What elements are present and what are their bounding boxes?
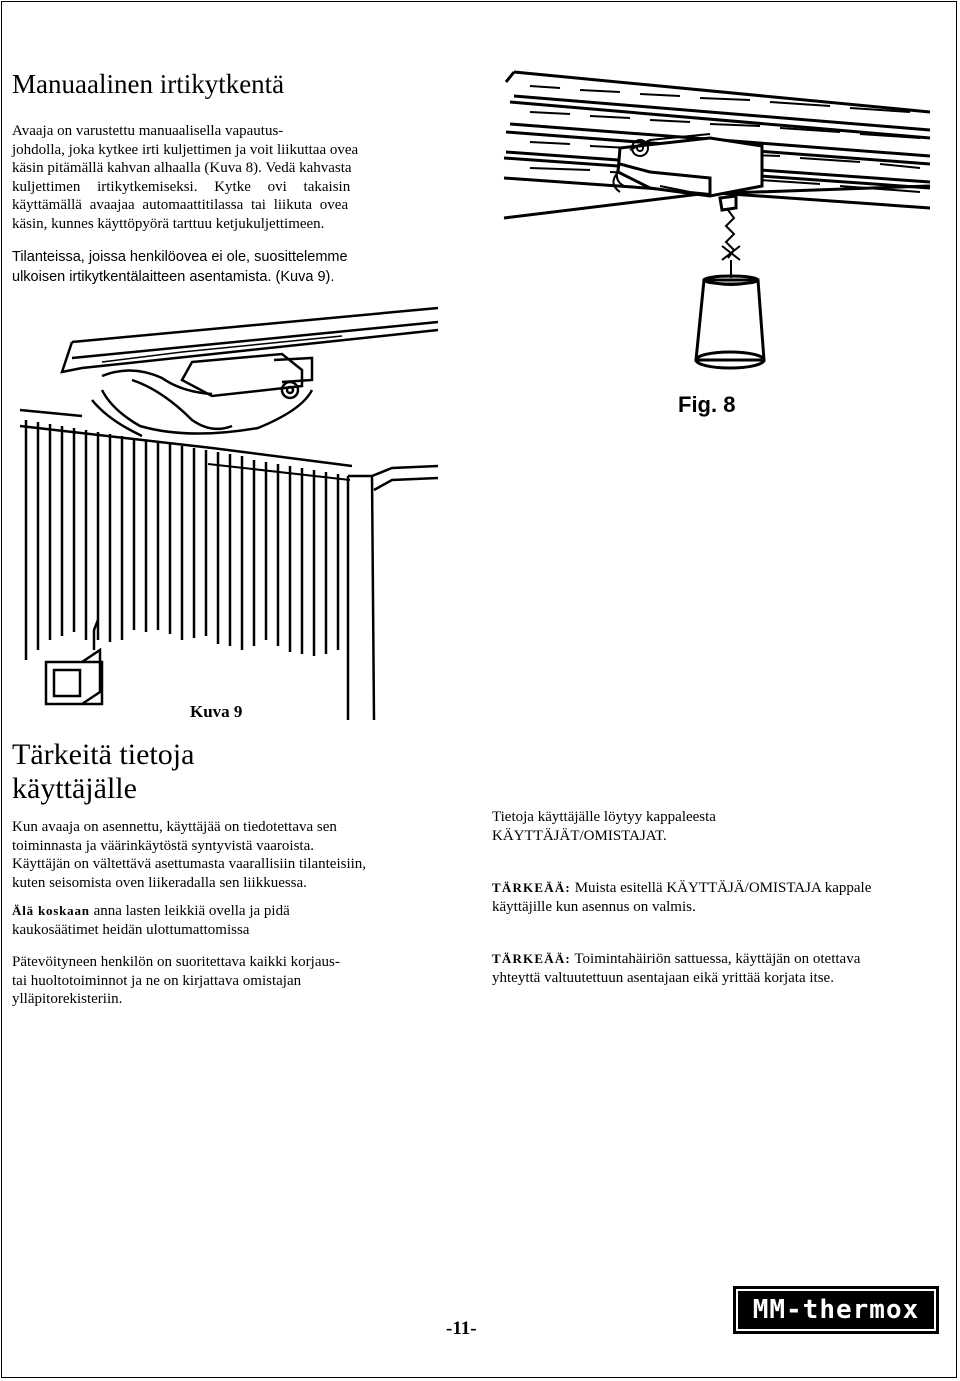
text-line: käsin pitämällä kahvan alhaalla (Kuva 8). Vedä kahvasta	[12, 160, 352, 176]
text-line: ulkoisen irtikytkentälaitteen asentamista. (Kuva 9).	[12, 269, 335, 285]
text-span: Toimintahäiriön sattuessa, käyttäjän on otettava	[570, 951, 861, 967]
text-line: käyttäjille kun asennus on valmis.	[492, 898, 696, 915]
text-line: Tärkeitä tietoja	[12, 738, 195, 771]
warning-line	[12, 902, 424, 921]
text-line: käyttämällä avaajaa automaattitilassa tai liikuta ovea	[12, 197, 349, 213]
text-line: kuten seisomista oven liikeradalla sen liikkuessa.	[12, 874, 307, 891]
text-line: tai huoltotoiminnot ja ne on kirjattava omistajan	[12, 972, 302, 989]
text-line: Käyttäjän on vältettävä asettumasta vaarallisiin tilanteisiin,	[12, 856, 367, 872]
user-info-right-column	[492, 808, 942, 987]
important-line	[492, 879, 942, 898]
warning-prefix: Älä koskaan	[12, 903, 90, 918]
text-line: Pätevöityneen henkilön on suoritettava kaikki korjaus-	[12, 954, 340, 970]
important-label: TÄRKEÄÄ:	[492, 880, 571, 895]
external-release-paragraph	[12, 247, 412, 287]
text-line: Tietoja käyttäjälle löytyy kappaleesta	[492, 809, 716, 825]
fig8-release-handle-illustration	[500, 68, 940, 428]
text-line: toiminnasta ja väärinkäytöstä syntyvistä vaaroista.	[12, 837, 315, 854]
text-line: käyttäjälle	[12, 772, 137, 805]
text-line: Kun avaaja on asennettu, käyttäjää on tiedotettava sen	[12, 819, 337, 835]
text-line: Avaaja on varustettu manuaalisella vapautus-	[12, 123, 284, 139]
text-line: KÄYTTÄJÄT/OMISTAJAT.	[492, 827, 667, 844]
section-title-user-info	[12, 738, 194, 806]
user-info-left-column	[12, 818, 424, 1009]
section-title-manual-release: Manuaalinen irtikytkentä	[12, 69, 285, 99]
text-line: yhteyttä valtuutettuun asentajaan eikä yrittää korjata itse.	[492, 969, 834, 986]
text-line: johdolla, joka kytkee irti kuljettimen ja voit liikuttaa ovea	[12, 141, 359, 158]
manual-release-paragraph	[12, 122, 416, 233]
important-label: TÄRKEÄÄ:	[492, 951, 571, 966]
page-number: -11-	[446, 1318, 477, 1339]
text-line: kaukosäätimet heidän ulottumattomissa	[12, 921, 250, 938]
text-line: käsin, kunnes käyttöpyörä tarttuu ketjukuljettimeen.	[12, 215, 325, 232]
text-line: ylläpitorekisteriin.	[12, 991, 123, 1007]
fig8-label: Fig. 8	[678, 392, 736, 417]
text-line: Tilanteissa, joissa henkilöovea ei ole, suosittelemme	[12, 249, 348, 265]
important-line	[492, 950, 942, 969]
mm-thermox-logo	[733, 1286, 939, 1334]
text-line: kuljettimen irtikytkemiseksi. Kytke ovi takaisin	[12, 178, 351, 195]
kuva9-label: Kuva 9	[190, 702, 243, 721]
text-span: Muista esitellä KÄYTTÄJÄ/OMISTAJA kappale	[570, 880, 872, 896]
logo-text: MM-thermox	[752, 1295, 920, 1325]
text-span: anna lasten leikkiä ovella ja pidä	[89, 903, 290, 919]
fig9-external-release-illustration	[12, 300, 440, 720]
